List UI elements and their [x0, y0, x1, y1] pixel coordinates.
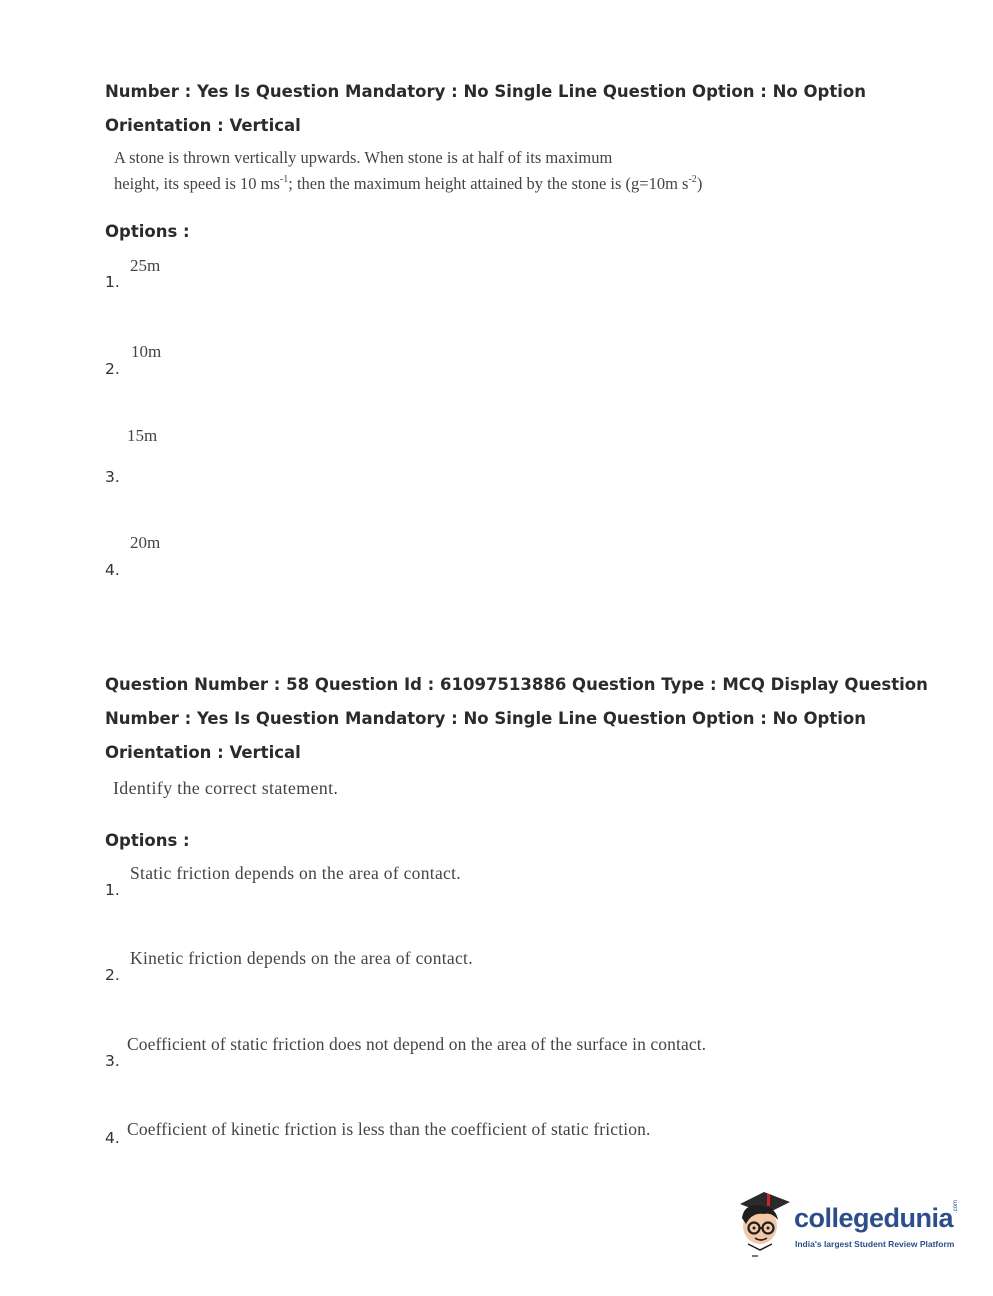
q57-option-text: 10m: [131, 342, 162, 361]
logo-tagline: India's largest Student Review Platform: [795, 1239, 955, 1249]
q57-option-number: 4.: [105, 561, 120, 579]
q58-meta-line1: Question Number : 58 Question Id : 61097513886 Question Type : MCQ Display Question: [105, 675, 928, 694]
q58-option-number: 3.: [105, 1052, 120, 1070]
q58-option-number: 1.: [105, 881, 120, 899]
q57-question-text: [114, 145, 702, 197]
q58-meta-line2: Number : Yes Is Question Mandatory : No Single Line Question Option : No Option: [105, 709, 866, 728]
q58-options-label: Options :: [105, 831, 190, 850]
q58-option-text: Coefficient of static friction does not depend on the area of the surface in contact.: [127, 1034, 707, 1054]
q57-meta-line1: Number : Yes Is Question Mandatory : No Single Line Question Option : No Option: [105, 82, 866, 101]
q58-option-text: Static friction depends on the area of contact.: [130, 863, 461, 883]
q57-option-number: 2.: [105, 360, 120, 378]
logo-domain-suffix: .com: [953, 1199, 959, 1213]
q57-option-number: 3.: [105, 468, 120, 486]
q57-option-text: 15m: [127, 426, 158, 445]
q58-meta-line3: Orientation : Vertical: [105, 743, 301, 762]
q57-question-line1: A stone is thrown vertically upwards. When stone is at half of its maximum: [114, 148, 613, 167]
q58-option-text: Kinetic friction depends on the area of contact.: [130, 948, 473, 968]
q58-option-number: 2.: [105, 966, 120, 984]
q57-option-text: 25m: [130, 256, 161, 275]
q58-option-number: 4.: [105, 1129, 120, 1147]
q57-option-number: 1.: [105, 273, 120, 291]
q58-option-text: Coefficient of kinetic friction is less than the coefficient of static friction.: [127, 1119, 651, 1139]
q58-question-text: Identify the correct statement.: [113, 778, 339, 798]
q57-meta-line2: Orientation : Vertical: [105, 116, 301, 135]
logo-wordmark: collegedunia: [794, 1203, 954, 1233]
q57-option-text: 20m: [130, 533, 161, 552]
q57-options-label: Options :: [105, 222, 190, 241]
q57-question-line2: height, its speed is 10 $ms^{-1}$; then the maximum height attained by the stone is (g=10m $s^{-2}$): [114, 174, 703, 193]
mascot-graduation-cap-icon: [734, 1188, 794, 1258]
